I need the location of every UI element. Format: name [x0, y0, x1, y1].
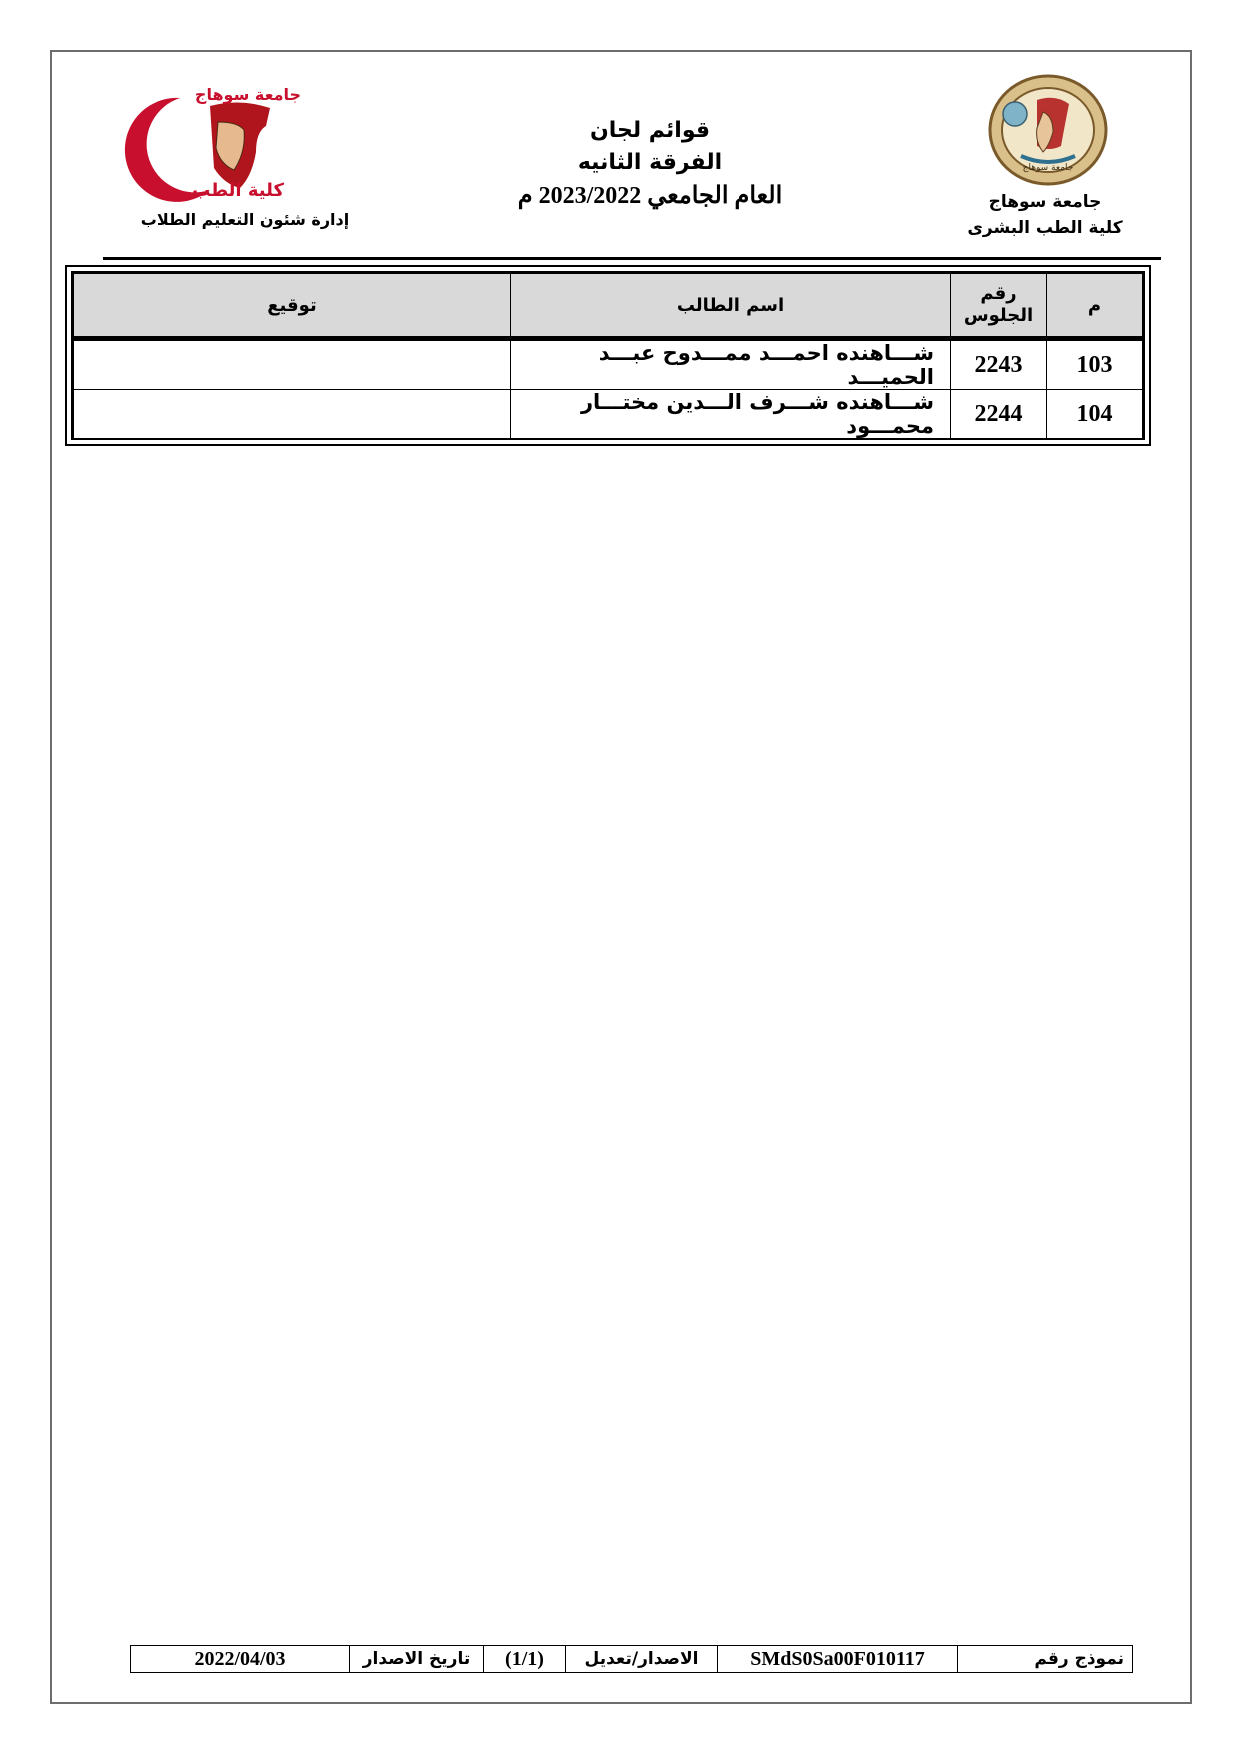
seal-caption: جامعة سوهاج — [1022, 163, 1074, 173]
header-student-name: اسم الطالب — [511, 274, 951, 339]
version-label: الاصدار/تعديل — [566, 1646, 718, 1673]
row-seat-number: 2244 — [951, 390, 1047, 439]
version-value: (1/1) — [484, 1646, 566, 1673]
university-seal-logo — [985, 72, 1111, 188]
committee-roster-table — [73, 273, 1143, 439]
table-header-row — [74, 274, 1143, 339]
header-seat-line1: رقم — [980, 283, 1017, 304]
table-row — [74, 339, 1143, 390]
form-number-label: نموذج رقم — [958, 1646, 1133, 1673]
document-title — [450, 115, 850, 213]
row-signature-cell[interactable] — [74, 390, 511, 439]
row-index: 104 — [1047, 390, 1143, 439]
row-signature-cell[interactable] — [74, 339, 511, 390]
title-committee-lists: قوائم لجان — [589, 118, 711, 143]
header-seat-line2: الجلوس — [963, 305, 1034, 326]
logo-text-top: جامعة سوهاج — [194, 85, 302, 104]
issue-date-label: تاريخ الاصدار — [350, 1646, 484, 1673]
faculty-name: كلية الطب البشرى — [967, 218, 1123, 238]
form-info-bar — [130, 1645, 1133, 1673]
issue-date-value: 2022/04/03 — [131, 1646, 350, 1673]
university-name: جامعة سوهاج — [988, 192, 1102, 212]
department-name: إدارة شئون التعليم الطلاب — [140, 210, 350, 229]
faculty-medicine-logo — [110, 78, 315, 208]
row-student-name: شـــاهنده شـــرف الـــدين مختـــار محمـــود — [511, 390, 951, 439]
form-number-value: SMdS0Sa00F010117 — [718, 1646, 958, 1673]
header-seat-number — [951, 274, 1047, 339]
logo-text-bottom: كلية الطب — [192, 180, 284, 201]
row-student-name: شـــاهنده احمـــد ممـــدوح عبـــد الحميـــد — [511, 339, 951, 390]
header-divider — [103, 257, 1161, 260]
row-seat-number: 2243 — [951, 339, 1047, 390]
header-index: م — [1047, 274, 1143, 339]
header-signature: توقيع — [74, 274, 511, 339]
title-academic-year: العام الجامعي 2023/2022 م — [517, 183, 783, 209]
row-index: 103 — [1047, 339, 1143, 390]
title-year-level: الفرقة الثانيه — [577, 150, 723, 175]
table-row — [74, 390, 1143, 439]
